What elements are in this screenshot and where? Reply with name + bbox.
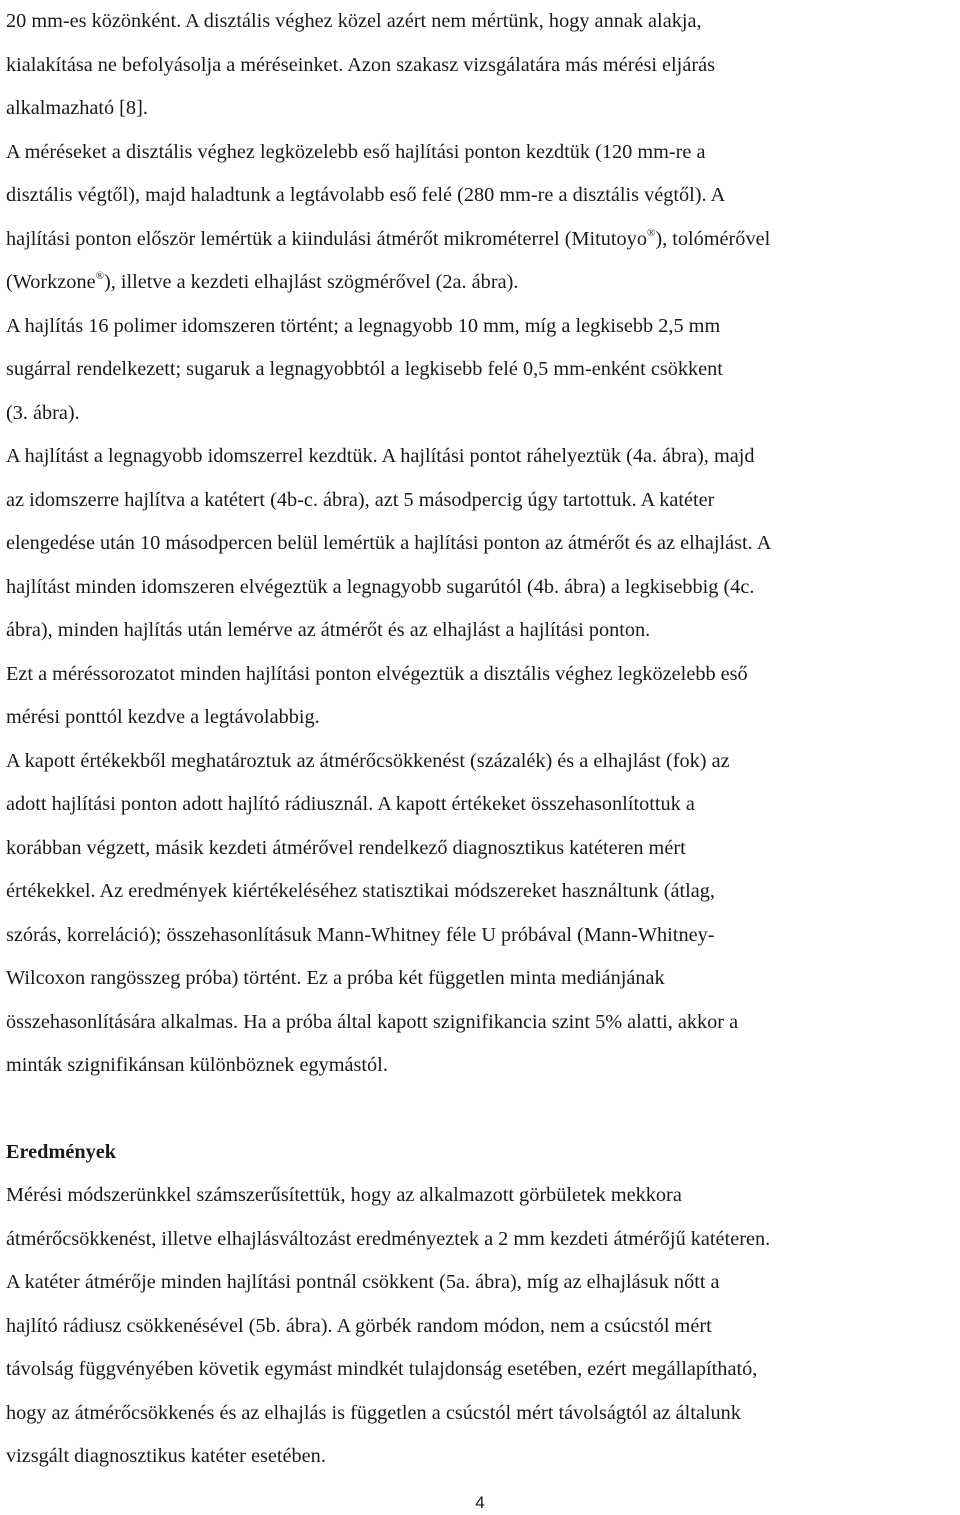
- text-line: átmérőcsökkenést, illetve elhajlásváltozást eredményeztek a 2 mm kezdeti átmérőjű katéteren.: [6, 1227, 771, 1250]
- section-heading-results: Eredmények: [6, 1140, 117, 1163]
- text-line: elengedése után 10 másodpercen belül lemértük a hajlítási ponton az átmérőt és az elhajlást. A: [6, 532, 772, 554]
- text-line: A méréseket a disztális véghez legközelebb eső hajlítási ponton kezdtük (120 mm-re a: [6, 140, 706, 163]
- page-number: 4: [475, 1493, 485, 1512]
- paragraph-6: [6, 740, 956, 1088]
- text-line: (3. ábra).: [6, 401, 80, 424]
- text-line: adott hajlítási ponton adott hajlító rádiusznál. A kapott értékeket összehasonlítottuk a: [6, 793, 695, 815]
- text-line: disztális végtől), majd haladtunk a legtávolabb eső felé (280 mm-re a disztális végtől). A: [6, 184, 726, 206]
- results-paragraph: [6, 1174, 956, 1479]
- text-line: Wilcoxon rangösszeg próba) történt. Ez a próba két független minta mediánjának: [6, 967, 665, 989]
- text-line: hogy az átmérőcsökkenés és az elhajlás is független a csúcstól mért távolságtól az általunk: [6, 1401, 741, 1424]
- paragraph-1: [6, 0, 956, 131]
- text-line: összehasonlítására alkalmas. Ha a próba által kapott szignifikancia szint 5% alatti, akkor a: [6, 1010, 739, 1033]
- text-line: mérési ponttól kezdve a legtávolabbig.: [6, 706, 320, 728]
- text-line: kialakítása ne befolyásolja a méréseinket. Azon szakasz vizsgálatára más mérési eljárás: [6, 53, 715, 76]
- text-line: távolság függvényében követik egymást mindkét tulajdonság esetében, ezért megállapítható,: [6, 1358, 758, 1380]
- paragraph-3: [6, 305, 956, 436]
- paragraph-2: [6, 131, 956, 305]
- text-line: korábban végzett, másik kezdeti átmérővel rendelkező diagnosztikus katéteren mért: [6, 836, 686, 859]
- text-line: alkalmazható [8].: [6, 97, 148, 119]
- paragraph-5: [6, 653, 956, 740]
- text-line: hajlító rádiusz csökkenésével (5b. ábra). A görbék random módon, nem a csúcstól mért: [6, 1314, 712, 1337]
- text-line: hajlítást minden idomszeren elvégeztük a legnagyobb sugarútól (4b. ábra) a legkisebbig (4c.: [6, 575, 755, 598]
- text-line: 20 mm-es közönként. A disztális véghez közel azért nem mértünk, hogy annak alakja,: [6, 10, 702, 32]
- text-line-with-trademark: [6, 218, 956, 262]
- text-line-with-trademark: [6, 261, 956, 305]
- text-segment: ), illetve a kezdeti elhajlást szögmérővel (2a. ábra).: [103, 271, 519, 293]
- registered-mark: ®: [646, 226, 656, 239]
- text-line: A kapott értékekből meghatároztuk az átmérőcsökkenést (százalék) és a elhajlást (fok) az: [6, 749, 730, 772]
- text-line: értékekkel. Az eredmények kiértékeléséhez statisztikai módszereket használtunk (átlag,: [6, 880, 715, 902]
- registered-mark: ®: [95, 270, 104, 282]
- text-line: Ezt a méréssorozatot minden hajlítási ponton elvégeztük a disztális véghez legközelebb eső: [6, 662, 748, 685]
- text-line: szórás, korreláció); összehasonlításuk Mann-Whitney féle U próbával (Mann-Whitney-: [6, 923, 715, 946]
- text-line: az idomszerre hajlítva a katétert (4b-c. ábra), azt 5 másodpercig úgy tartottuk. A katéter: [6, 488, 715, 511]
- text-line: A hajlítást a legnagyobb idomszerrel kezdtük. A hajlítási pontot ráhelyeztük (4a. ábra), majd: [6, 445, 755, 467]
- document-page: [6, 0, 956, 1479]
- paragraph-4: [6, 435, 956, 653]
- section-spacer: [6, 1088, 956, 1131]
- text-line: minták szignifikánsan különböznek egymástól.: [6, 1054, 388, 1076]
- text-line: A katéter átmérője minden hajlítási pontnál csökkent (5a. ábra), míg az elhajlásuk nőtt a: [6, 1271, 720, 1293]
- text-segment: hajlítási ponton először lemértük a kiindulási átmérőt mikrométerrel (Mitutoyo: [6, 227, 647, 250]
- text-line: Mérési módszerünkkel számszerűsítettük, hogy az alkalmazott görbületek mekkora: [6, 1184, 682, 1206]
- text-line: sugárral rendelkezett; sugaruk a legnagyobbtól a legkisebb felé 0,5 mm-enként csökkent: [6, 358, 723, 380]
- text-line: vizsgált diagnosztikus katéter esetében.: [6, 1445, 326, 1467]
- text-segment: (Workzone: [6, 271, 96, 293]
- text-segment: ), tolómérővel: [655, 227, 771, 250]
- text-line: ábra), minden hajlítás után lemérve az átmérőt és az elhajlást a hajlítási ponton.: [6, 619, 651, 641]
- text-line: A hajlítás 16 polimer idomszeren történt; a legnagyobb 10 mm, míg a legkisebb 2,5 mm: [6, 314, 721, 337]
